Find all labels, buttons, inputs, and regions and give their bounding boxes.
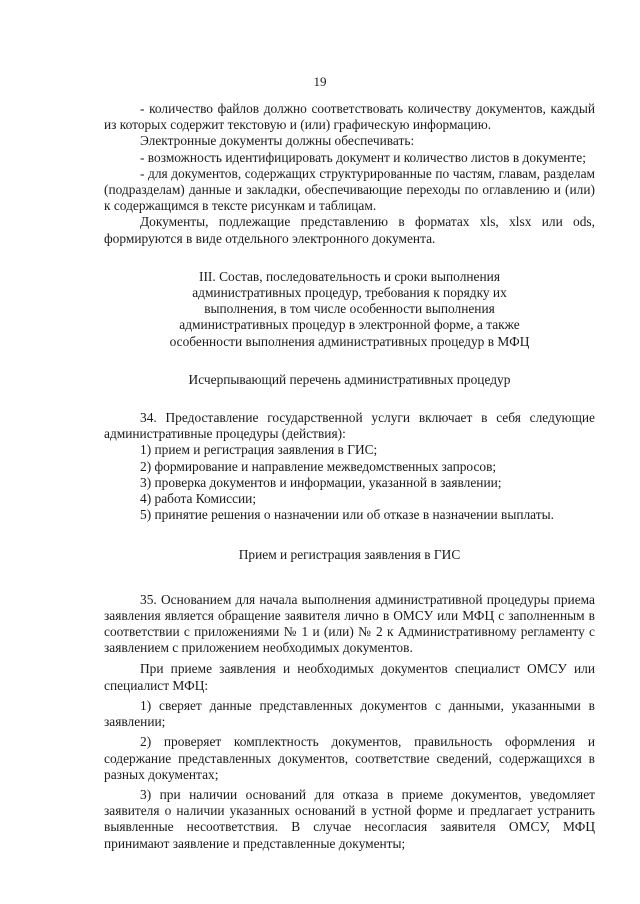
- paragraph: - количество файлов должно соответствовать количеству документов, каждый из которых содержит текстовую и (или) графическую информацию.: [104, 101, 595, 133]
- section-title-line: III. Состав, последовательность и сроки выполнения: [199, 268, 500, 284]
- paragraph: При приеме заявления и необходимых документов специалист ОМСУ или специалист МФЦ:: [104, 661, 595, 693]
- section-title-line: особенности выполнения административных процедур в МФЦ: [169, 333, 530, 349]
- section-title: [104, 269, 595, 350]
- paragraph: 34. Предоставление государственной услуги включает в себя следующие административные процедуры (действия):: [104, 410, 595, 442]
- paragraph: Документы, подлежащие представлению в форматах xls, xlsx или ods, формируются в виде отдельного электронного документа.: [104, 214, 595, 246]
- paragraph: Электронные документы должны обеспечивать:: [140, 133, 415, 149]
- subheading: Прием и регистрация заявления в ГИС: [238, 547, 461, 563]
- page-number: 19: [313, 74, 327, 89]
- list-item: 2) проверяет комплектность документов, правильность оформления и содержание представленных документов, соответствие сведений, содержащихся в разных документах;: [104, 734, 595, 782]
- document-body: [104, 101, 595, 852]
- section-title-line: административных процедур в электронной форме, а также: [179, 317, 520, 333]
- list-item: 5) принятие решения о назначении или об отказе в назначении выплаты.: [140, 507, 554, 523]
- paragraph: 35. Основанием для начала выполнения административной процедуры приема заявления является обращение заявителя лично в ОМСУ или МФЦ с заполненным в соответствии с приложениями № 1 и (или) № 2 к Административному регламенту с заявлением с приложением необходимых документов.: [104, 591, 595, 656]
- list-item: 3) при наличии оснований для отказа в приеме документов, уведомляет заявителя о наличии указанных оснований в устной форме и предлагает устранить выявленные несоответствия. В случае несогласия заявителя ОМСУ, МФЦ принимают заявление и представленные документы;: [104, 786, 595, 851]
- list-item: 4) работа Комиссии;: [140, 491, 257, 507]
- subheading: Исчерпывающий перечень административных процедур: [188, 371, 511, 387]
- paragraph: - для документов, содержащих структурированные по частям, главам, разделам (подразделам) данные и закладки, обеспечивающие переходы по оглавлению и (или) к содержащимся в тексте рисункам и таблицам.: [104, 165, 595, 214]
- list-item: 3) проверка документов и информации, указанной в заявлении;: [140, 474, 502, 490]
- list-item: 1) сверяет данные представленных документов с данными, указанными в заявлении;: [104, 697, 595, 730]
- list-item: 2) формирование и направление межведомственных запросов;: [140, 458, 497, 474]
- paragraph: - возможность идентифицировать документ и количество листов в документе;: [140, 149, 586, 165]
- list-item: 1) прием и регистрация заявления в ГИС;: [140, 442, 378, 458]
- section-title-line: административных процедур, требования к порядку их: [192, 285, 507, 301]
- section-title-line: выполнения, в том числе особенности выполнения: [204, 301, 495, 317]
